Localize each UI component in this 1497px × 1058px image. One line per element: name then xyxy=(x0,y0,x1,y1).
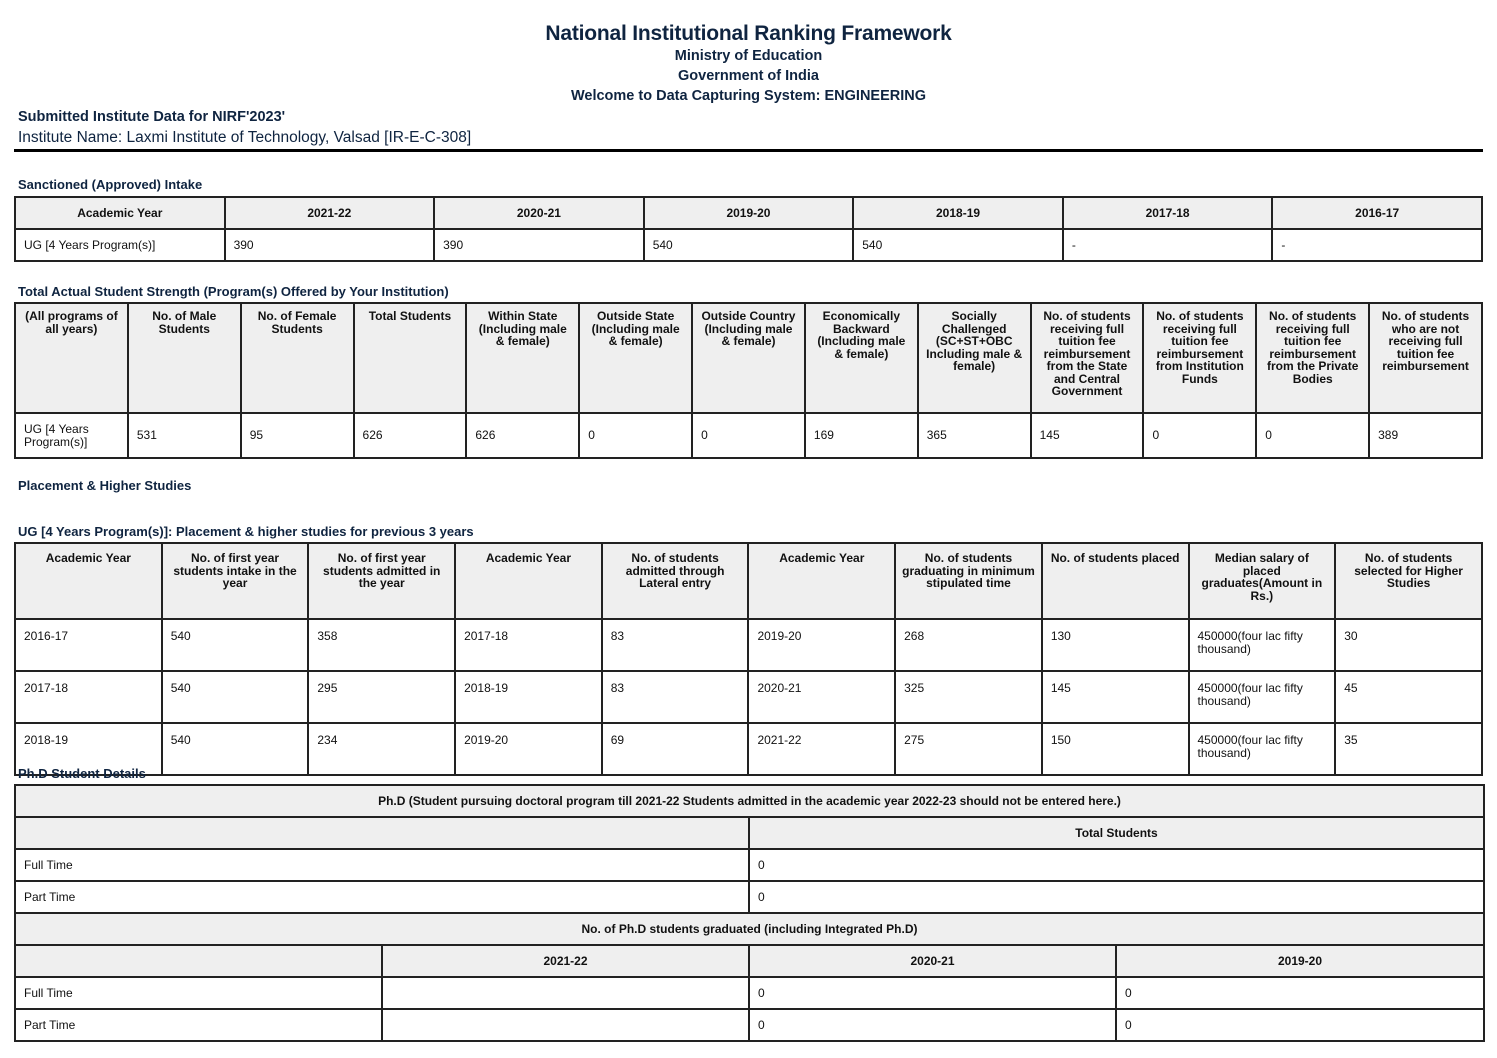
header-cell: No. of students admitted through Lateral entry xyxy=(602,543,749,619)
table-cell: 95 xyxy=(241,413,354,458)
table-header-row xyxy=(15,303,1482,413)
header-cell: No. of students selected for Higher Studies xyxy=(1335,543,1482,619)
header-cell: No. of first year students admitted in the year xyxy=(308,543,455,619)
header-cell: 2017-18 xyxy=(1063,197,1273,229)
table-cell: 365 xyxy=(918,413,1031,458)
table-cell: 234 xyxy=(308,723,455,775)
table-cell: UG [4 Years Program(s)] xyxy=(15,413,128,458)
header-cell: No. of Male Students xyxy=(128,303,241,413)
header-cell: 2019-20 xyxy=(644,197,854,229)
header-divider xyxy=(14,149,1483,152)
table-cell: 358 xyxy=(308,619,455,671)
header-cell: 2020-21 xyxy=(749,945,1116,977)
table-cell: 0 xyxy=(749,1009,1116,1041)
table-cell: 45 xyxy=(1335,671,1482,723)
placement-table xyxy=(14,542,1483,776)
ministry-subtitle: Ministry of Education xyxy=(674,48,823,64)
table-cell: 130 xyxy=(1042,619,1189,671)
table-row xyxy=(15,1009,1484,1041)
header-cell: Academic Year xyxy=(15,543,162,619)
header-cell: No. of students who are not receiving full tuition fee reimbursement xyxy=(1369,303,1482,413)
header-cell: 2018-19 xyxy=(853,197,1063,229)
table-row xyxy=(15,671,1482,723)
table-cell: 2016-17 xyxy=(15,619,162,671)
table-cell: 389 xyxy=(1369,413,1482,458)
student-strength-title: Total Actual Student Strength (Program(s) Offered by Your Institution) xyxy=(18,284,449,299)
header-cell: No. of Female Students xyxy=(241,303,354,413)
table-cell: 0 xyxy=(749,977,1116,1009)
table-cell: 2018-19 xyxy=(455,671,602,723)
table-cell: 295 xyxy=(308,671,455,723)
header-cell: No. of students placed xyxy=(1042,543,1189,619)
welcome-subtitle: Welcome to Data Capturing System: ENGINEERING xyxy=(570,88,927,104)
page-title: National Institutional Ranking Framework xyxy=(545,22,952,45)
table-row xyxy=(15,229,1482,261)
table-cell: 35 xyxy=(1335,723,1482,775)
table-cell: 169 xyxy=(805,413,918,458)
table-cell: 626 xyxy=(466,413,579,458)
phd-graduated-header: No. of Ph.D students graduated (including Integrated Ph.D) xyxy=(15,913,1484,945)
table-cell xyxy=(382,977,749,1009)
header-cell: Median salary of placed graduates(Amount in Rs.) xyxy=(1189,543,1336,619)
table-row xyxy=(15,413,1482,458)
table-cell: 0 xyxy=(749,881,1484,913)
placement-table-title: UG [4 Years Program(s)]: Placement & higher studies for previous 3 years xyxy=(18,524,474,539)
sanctioned-intake-table xyxy=(14,196,1483,262)
table-cell: 0 xyxy=(1116,1009,1484,1041)
table-cell: Part Time xyxy=(15,881,749,913)
student-strength-table xyxy=(14,302,1483,459)
header-cell: No. of students receiving full tuition fee reimbursement from Institution Funds xyxy=(1143,303,1256,413)
table-cell: 540 xyxy=(162,723,309,775)
table-cell: Full Time xyxy=(15,849,749,881)
table-cell: 540 xyxy=(162,671,309,723)
header-cell: Academic Year xyxy=(15,197,225,229)
header-cell: No. of students graduating in minimum stipulated time xyxy=(895,543,1042,619)
header-cell: Academic Year xyxy=(455,543,602,619)
header-cell: 2016-17 xyxy=(1272,197,1482,229)
table-header-row xyxy=(15,945,1484,977)
table-cell: 69 xyxy=(602,723,749,775)
table-cell: Full Time xyxy=(15,977,382,1009)
table-header-row xyxy=(15,913,1484,945)
table-cell: 540 xyxy=(162,619,309,671)
header-cell: Total Students xyxy=(354,303,467,413)
table-cell xyxy=(382,1009,749,1041)
table-cell: UG [4 Years Program(s)] xyxy=(15,229,225,261)
table-header-row xyxy=(15,785,1484,817)
placement-section-title: Placement & Higher Studies xyxy=(18,478,192,493)
table-cell: 0 xyxy=(692,413,805,458)
header-cell: Economically Backward (Including male & female) xyxy=(805,303,918,413)
table-cell: 0 xyxy=(1143,413,1256,458)
table-cell: 2019-20 xyxy=(455,723,602,775)
submission-title: Submitted Institute Data for NIRF'2023' xyxy=(18,109,286,125)
phd-table xyxy=(14,784,1485,1042)
table-header-row xyxy=(15,197,1482,229)
total-students-header: Total Students xyxy=(749,817,1484,849)
table-cell: 268 xyxy=(895,619,1042,671)
table-cell: 0 xyxy=(1256,413,1369,458)
table-cell: 450000(four lac fifty thousand) xyxy=(1189,723,1336,775)
table-cell: 0 xyxy=(749,849,1484,881)
table-row xyxy=(15,881,1484,913)
phd-pursuing-header: Ph.D (Student pursuing doctoral program till 2021-22 Students admitted in the academic year 2022-23 should not be entered here.) xyxy=(15,785,1484,817)
header-cell: Outside State (Including male & female) xyxy=(579,303,692,413)
table-cell: 0 xyxy=(579,413,692,458)
table-cell: - xyxy=(1272,229,1482,261)
header-cell: No. of students receiving full tuition fee reimbursement from the Private Bodies xyxy=(1256,303,1369,413)
table-cell: 626 xyxy=(354,413,467,458)
table-cell: 145 xyxy=(1031,413,1144,458)
header-cell: 2019-20 xyxy=(1116,945,1484,977)
header-cell: 2020-21 xyxy=(434,197,644,229)
table-header-row xyxy=(15,817,1484,849)
table-cell: 390 xyxy=(434,229,644,261)
table-cell: 390 xyxy=(225,229,435,261)
phd-title: Ph.D Student Details xyxy=(18,766,146,781)
table-cell: 325 xyxy=(895,671,1042,723)
table-cell: 150 xyxy=(1042,723,1189,775)
table-cell: 2019-20 xyxy=(748,619,895,671)
table-row xyxy=(15,849,1484,881)
header-cell: Socially Challenged (SC+ST+OBC Including male & female) xyxy=(918,303,1031,413)
government-subtitle: Government of India xyxy=(678,68,819,84)
table-cell: 2017-18 xyxy=(455,619,602,671)
header-cell xyxy=(15,817,749,849)
table-cell: 2017-18 xyxy=(15,671,162,723)
header-cell: 2021-22 xyxy=(225,197,435,229)
table-cell: 275 xyxy=(895,723,1042,775)
table-cell: 540 xyxy=(644,229,854,261)
table-row xyxy=(15,619,1482,671)
header-cell: (All programs of all years) xyxy=(15,303,128,413)
table-cell: 540 xyxy=(853,229,1063,261)
table-cell: 30 xyxy=(1335,619,1482,671)
table-cell: - xyxy=(1063,229,1273,261)
table-row xyxy=(15,723,1482,775)
institute-name: Institute Name: Laxmi Institute of Technology, Valsad [IR-E-C-308] xyxy=(18,129,472,146)
header-cell: Academic Year xyxy=(748,543,895,619)
header-cell: No. of first year students intake in the year xyxy=(162,543,309,619)
table-cell: 2018-19 xyxy=(15,723,162,775)
header-cell: 2021-22 xyxy=(382,945,749,977)
table-cell: Part Time xyxy=(15,1009,382,1041)
sanctioned-intake-title: Sanctioned (Approved) Intake xyxy=(18,177,203,192)
table-row xyxy=(15,977,1484,1009)
table-cell: 450000(four lac fifty thousand) xyxy=(1189,619,1336,671)
table-cell: 83 xyxy=(602,619,749,671)
header-cell: Outside Country (Including male & female) xyxy=(692,303,805,413)
header-cell xyxy=(15,945,382,977)
table-cell: 531 xyxy=(128,413,241,458)
table-header-row xyxy=(15,543,1482,619)
header-cell: No. of students receiving full tuition fee reimbursement from the State and Central Government xyxy=(1031,303,1144,413)
table-cell: 450000(four lac fifty thousand) xyxy=(1189,671,1336,723)
table-cell: 2021-22 xyxy=(748,723,895,775)
table-cell: 83 xyxy=(602,671,749,723)
table-cell: 145 xyxy=(1042,671,1189,723)
table-cell: 0 xyxy=(1116,977,1484,1009)
header-cell: Within State (Including male & female) xyxy=(466,303,579,413)
table-cell: 2020-21 xyxy=(748,671,895,723)
